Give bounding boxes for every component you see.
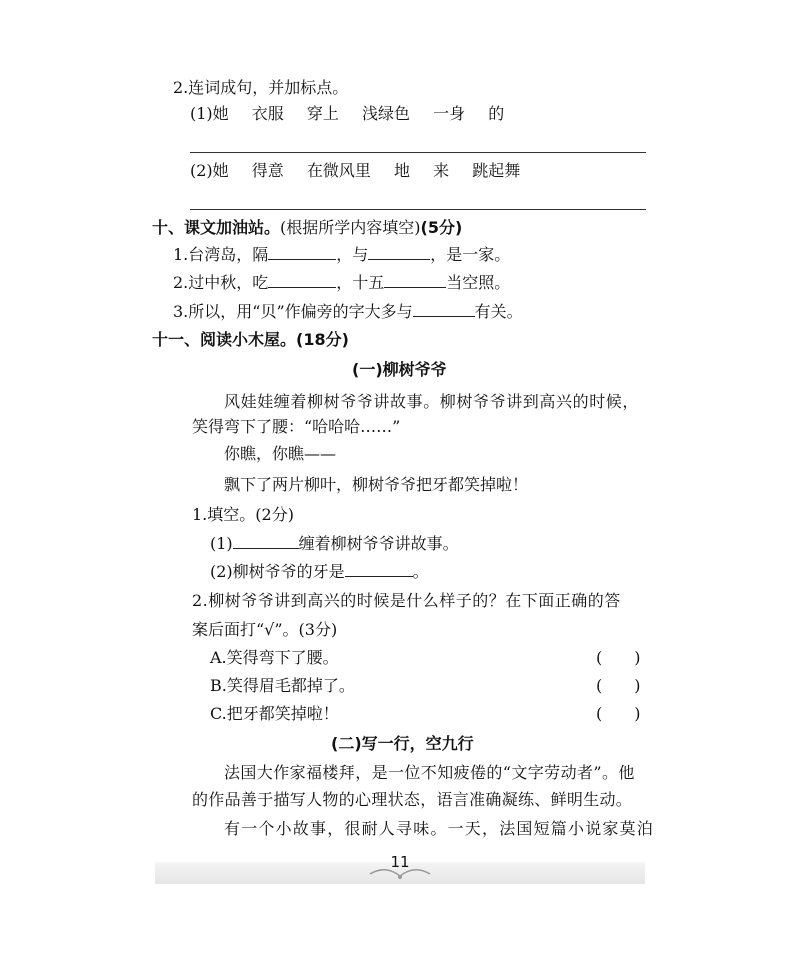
option-b: B.笑得眉毛都掉了。 — [210, 676, 355, 695]
section-10-title: 十、课文加油站。 — [152, 218, 281, 237]
text: (1) — [210, 534, 233, 553]
word: 来 — [433, 161, 450, 180]
q2-sentence-1 — [190, 104, 522, 124]
blank[interactable] — [268, 273, 336, 288]
word: 的 — [488, 104, 505, 123]
text: 3.所以，用“贝”作偏旁的字大多与 — [173, 302, 413, 321]
blank[interactable] — [345, 562, 413, 577]
section-10-note: (根据所学内容填空) — [280, 218, 421, 237]
passage-2-line-2: 的作品善于描写人物的心理状态，语言准确凝练、鲜明生动。 — [192, 790, 633, 809]
page-number: 11 — [390, 853, 410, 871]
word: 衣服 — [251, 104, 284, 123]
fill-item-2 — [173, 273, 510, 293]
passage-1-line-2: 笑得弯下了腰：“哈哈哈……” — [192, 417, 401, 436]
p1-question-2-line-1: 2.柳树爷爷讲到高兴的时候是什么样子的？在下面正确的答 — [192, 591, 621, 610]
section-11-title: 十一、阅读小木屋。(18分) — [152, 330, 349, 349]
word: 跳起舞 — [472, 161, 521, 180]
text: 1.台湾岛，隔 — [173, 245, 269, 264]
text: ，十五 — [336, 273, 385, 292]
q2-sentence-2 — [190, 161, 538, 181]
passage-2-title: (二)写一行，空九行 — [331, 734, 474, 753]
option-a: A.笑得弯下了腰。 — [210, 648, 339, 667]
answer-paren-a[interactable]: ( ) — [596, 648, 641, 667]
answer-paren-c[interactable]: ( ) — [596, 704, 641, 723]
p1-question-1: 1.填空。(2分) — [192, 505, 294, 524]
p1-q1-item-1 — [210, 534, 459, 554]
section-10-score: (5分) — [420, 218, 463, 237]
passage-1-line-1: 风娃娃缠着柳树爷爷讲故事。柳树爷爷讲到高兴的时候， — [224, 392, 640, 411]
p1-q1-item-2 — [210, 562, 429, 582]
blank[interactable] — [233, 534, 299, 549]
p1-question-2-line-2: 案后面打“√”。(3分) — [192, 620, 338, 639]
passage-1-line-4: 飘下了两片柳叶，柳树爷爷把牙都笑掉啦！ — [224, 475, 529, 494]
fill-item-1 — [173, 245, 510, 265]
answer-line-2[interactable] — [190, 209, 646, 210]
word: 在微风里 — [306, 161, 371, 180]
answer-line-1[interactable] — [190, 152, 646, 153]
passage-2-line-1: 法国大作家福楼拜，是一位不知疲倦的“文字劳动者”。他 — [224, 763, 635, 782]
sentence-1-label: (1)她 — [190, 104, 229, 123]
text: 。 — [412, 562, 429, 581]
blank[interactable] — [413, 302, 475, 317]
answer-paren-b[interactable]: ( ) — [596, 676, 641, 695]
blank[interactable] — [368, 245, 430, 260]
text: (2)柳树爷爷的牙是 — [210, 562, 345, 581]
passage-2-line-3: 有一个小故事，很耐人寻味。一天，法国短篇小说家莫泊 — [224, 819, 655, 838]
passage-1-title: (一)柳树爷爷 — [352, 360, 447, 379]
text: 有关。 — [474, 302, 523, 321]
option-c: C.把牙都笑掉啦！ — [210, 704, 339, 723]
text: 当空照。 — [446, 273, 511, 292]
word: 穿上 — [306, 104, 339, 123]
word: 得意 — [251, 161, 284, 180]
blank[interactable] — [384, 273, 446, 288]
fill-item-3 — [173, 302, 523, 322]
text: ，是一家。 — [430, 245, 511, 264]
section-10-heading — [152, 218, 462, 238]
text: ，与 — [336, 245, 369, 264]
passage-1-line-3: 你瞧，你瞧—— — [224, 444, 337, 463]
word: 浅绿色 — [361, 104, 410, 123]
text: 缠着柳树爷爷讲故事。 — [298, 534, 459, 553]
word: 一身 — [433, 104, 466, 123]
sentence-2-label: (2)她 — [190, 161, 229, 180]
blank[interactable] — [268, 245, 336, 260]
text: 2.过中秋，吃 — [173, 273, 269, 292]
q2-title: 2.连词成句，并加标点。 — [173, 78, 349, 97]
word: 地 — [393, 161, 410, 180]
